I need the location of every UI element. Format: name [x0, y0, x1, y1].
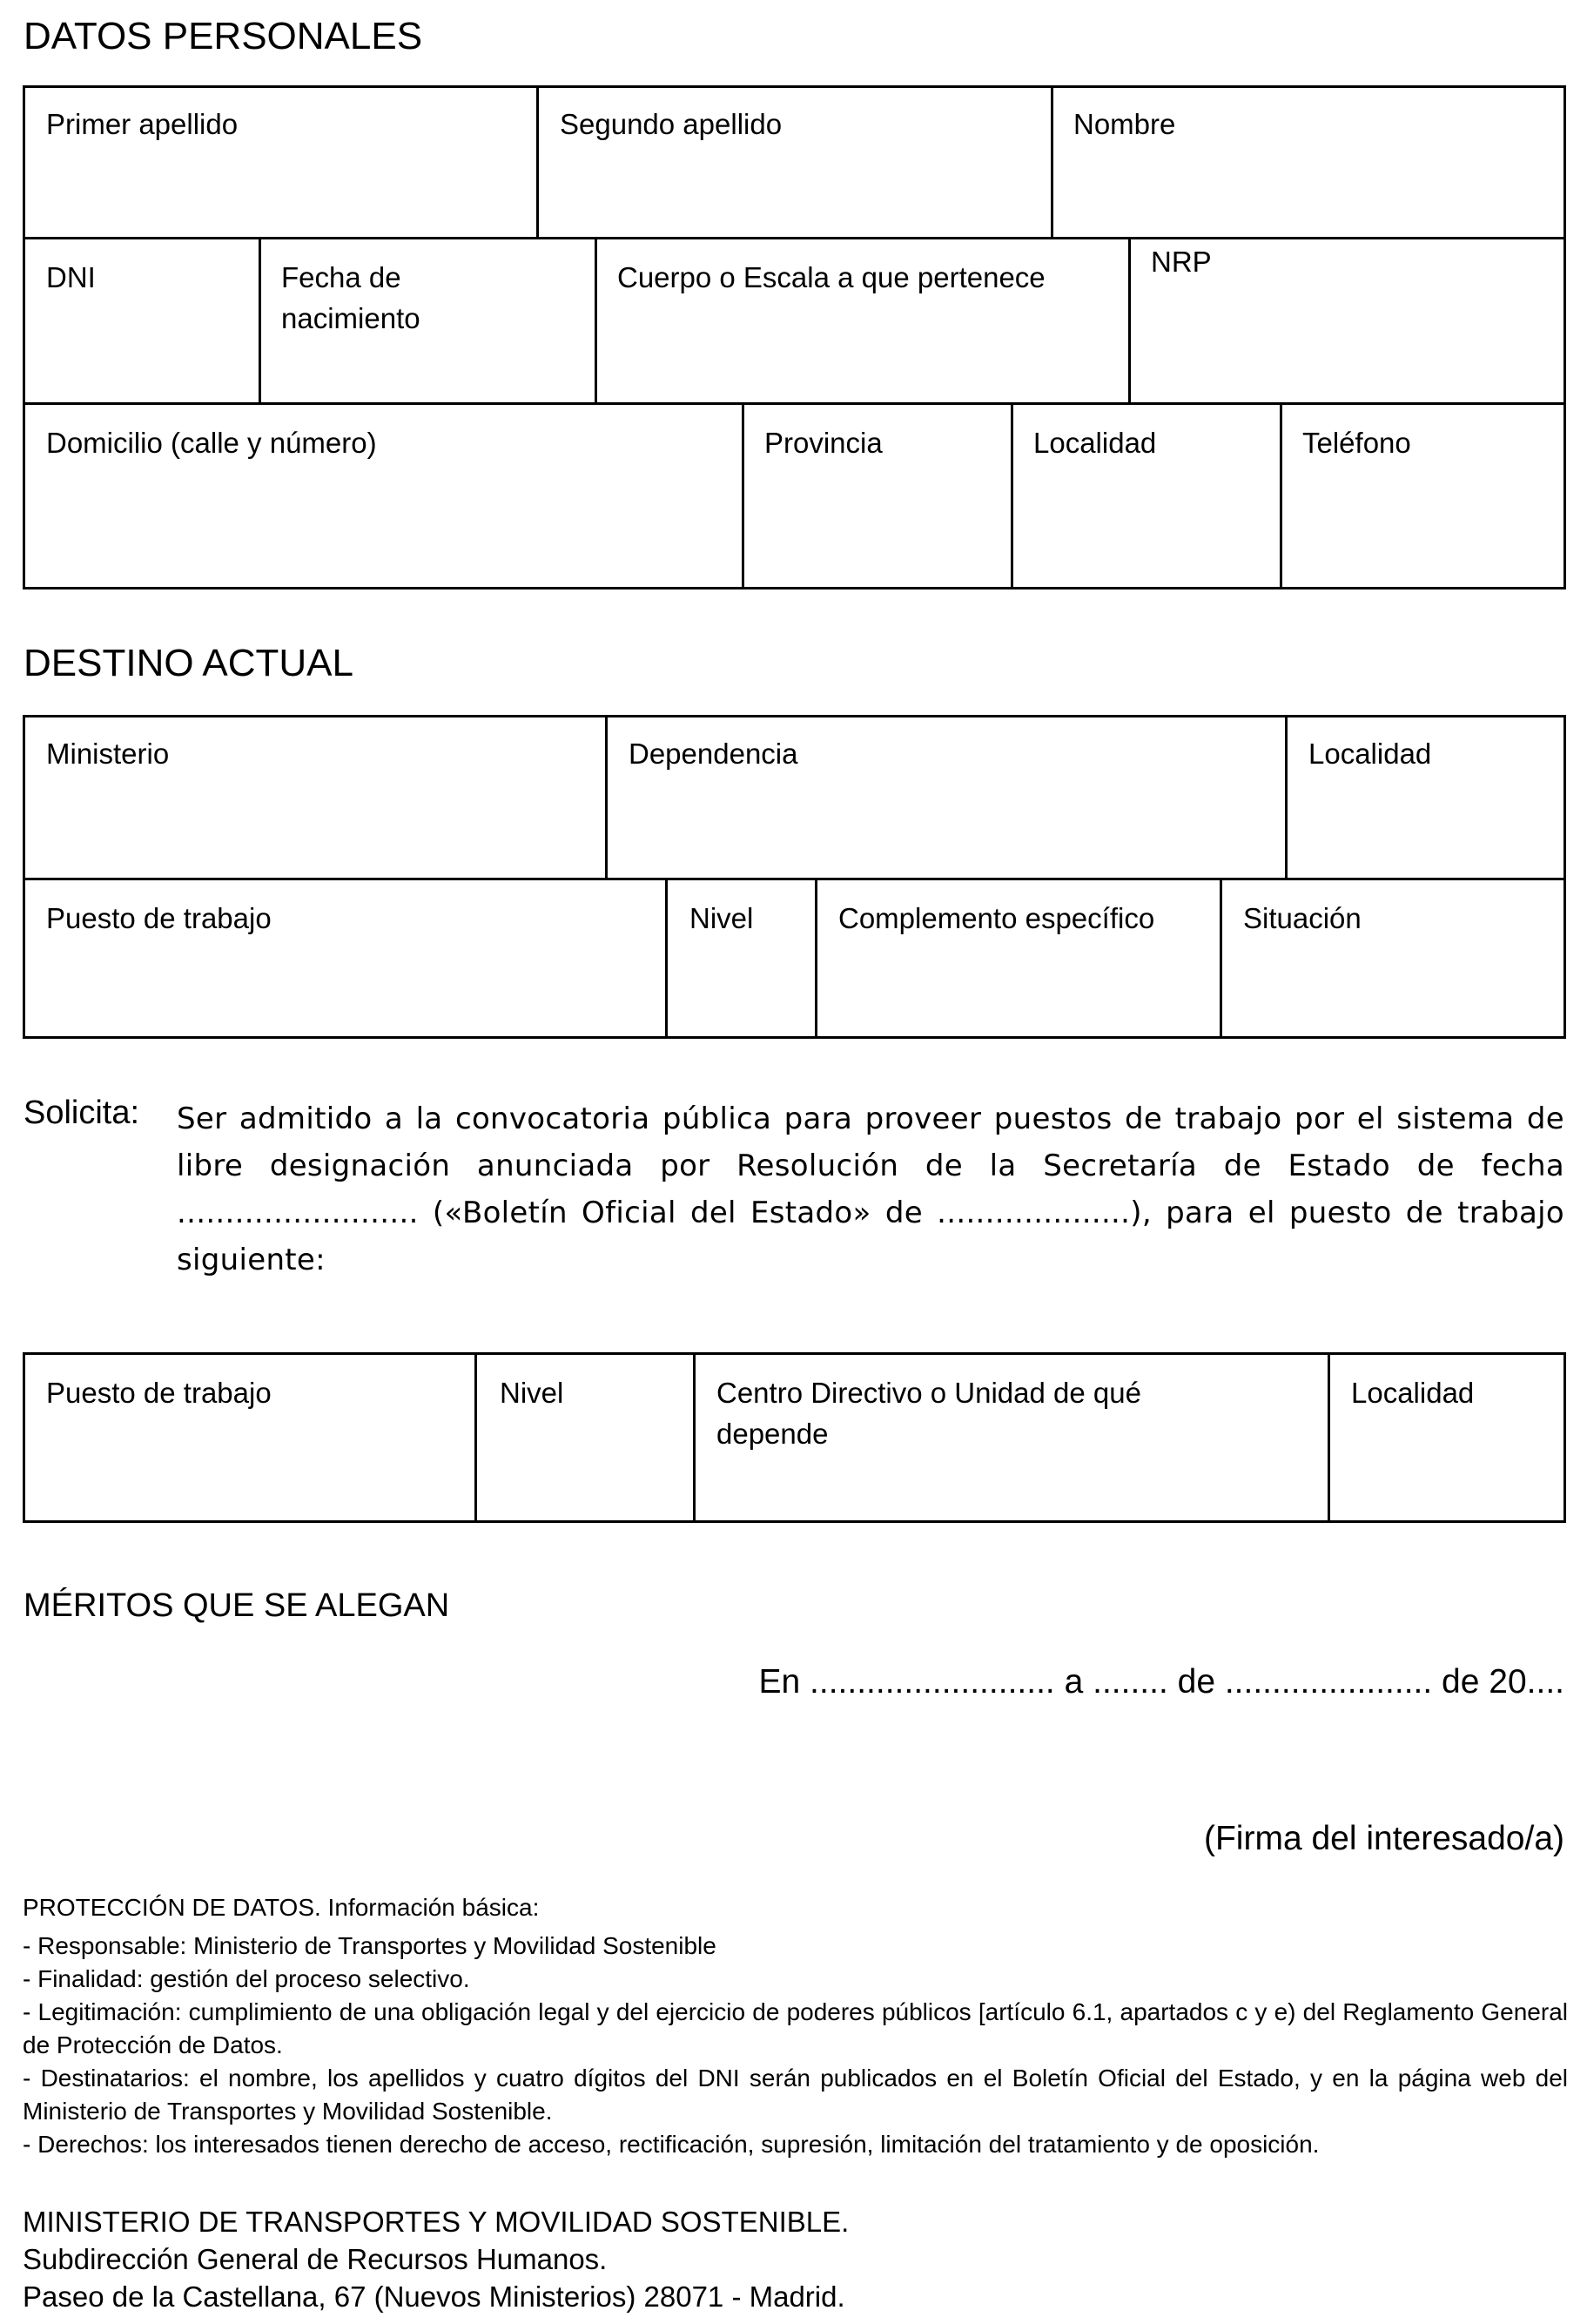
col-divider: [1051, 85, 1053, 239]
col-divider: [693, 1352, 696, 1523]
pd-item-destinatarios: - Destinatarios: el nombre, los apellidos y cuatro dígitos del DNI serán publicados en el Boletín Oficial del Estado, y en la página web del Ministerio de Transportes y Movilidad Sostenible.: [23, 2065, 1568, 2125]
field-localidad[interactable]: Localidad: [1033, 427, 1157, 459]
field-segundo-apellido[interactable]: Segundo apellido: [560, 108, 783, 140]
field-centro-directivo[interactable]: Centro Directivo o Unidad de qué depende: [716, 1377, 1141, 1450]
lugar-fecha-line[interactable]: En .......................... a ........ de ...................... de 20....: [758, 1663, 1564, 1701]
col-divider: [1280, 402, 1282, 589]
proteccion-datos: [23, 1891, 1568, 2161]
pd-item-responsable: - Responsable: Ministerio de Transportes y Movilidad Sostenible: [23, 1932, 716, 1959]
field-primer-apellido[interactable]: Primer apellido: [46, 108, 239, 140]
field-nombre[interactable]: Nombre: [1073, 108, 1176, 140]
field-provincia[interactable]: Provincia: [764, 427, 883, 459]
field-nivel-solicitado[interactable]: Nivel: [500, 1377, 564, 1409]
section-title-meritos: MÉRITOS QUE SE ALEGAN: [24, 1587, 450, 1624]
col-divider: [742, 402, 744, 589]
pd-item-legitimacion: - Legitimación: cumplimiento de una obligación legal y del ejercicio de poderes públicos [artículo 6.1, apartados c y e) del Reglamento General de Protección de Datos.: [23, 1998, 1568, 2058]
field-complemento-especifico[interactable]: Complemento específico: [838, 902, 1155, 934]
field-situacion[interactable]: Situación: [1243, 902, 1362, 934]
field-telefono[interactable]: Teléfono: [1302, 427, 1411, 459]
col-divider: [474, 1352, 477, 1523]
col-divider: [595, 237, 597, 404]
firma-label: (Firma del interesado/a): [1204, 1820, 1564, 1857]
col-divider: [259, 237, 261, 404]
field-fecha-nacimiento[interactable]: Fecha de nacimiento: [281, 261, 420, 334]
solicita-label: Solicita:: [24, 1095, 140, 1131]
proteccion-datos-heading: PROTECCIÓN DE DATOS. Información básica:: [23, 1894, 540, 1921]
col-divider: [1011, 402, 1013, 589]
field-puesto-trabajo-solicitado[interactable]: Puesto de trabajo: [46, 1377, 272, 1409]
footer-direccion: Paseo de la Castellana, 67 (Nuevos Ministerios) 28071 - Madrid.: [23, 2280, 845, 2313]
field-ministerio[interactable]: Ministerio: [46, 738, 170, 770]
col-divider: [536, 85, 539, 239]
col-divider: [1220, 878, 1222, 1039]
field-dependencia[interactable]: Dependencia: [629, 738, 798, 770]
col-divider: [1285, 715, 1288, 879]
row-divider: [23, 237, 1566, 239]
field-dni[interactable]: DNI: [46, 261, 96, 293]
solicita-paragraph: Ser admitido a la convocatoria pública para proveer puestos de trabajo por el sistema de libre designación anunciada por Resolución de la Secretaría de Estado de fecha ......................... («Boletín Oficial del Estado» de ....................), para el puesto de trabajo siguiente:: [177, 1101, 1564, 1277]
row-divider: [23, 878, 1566, 880]
col-divider: [815, 878, 817, 1039]
section-title-datos-personales: DATOS PERSONALES: [24, 15, 423, 57]
field-localidad-destino[interactable]: Localidad: [1308, 738, 1432, 770]
footer-ministerio: MINISTERIO DE TRANSPORTES Y MOVILIDAD SOSTENIBLE.: [23, 2206, 850, 2238]
row-divider: [23, 402, 1566, 405]
section-title-destino-actual: DESTINO ACTUAL: [24, 642, 353, 684]
col-divider: [1328, 1352, 1330, 1523]
footer-address: [23, 2203, 849, 2315]
field-cuerpo-escala[interactable]: Cuerpo o Escala a que pertenece: [617, 261, 1046, 293]
pd-item-derechos: - Derechos: los interesados tienen derecho de acceso, rectificación, supresión, limitación del tratamiento y de oposición.: [23, 2131, 1320, 2158]
field-puesto-trabajo[interactable]: Puesto de trabajo: [46, 902, 272, 934]
footer-subdireccion: Subdirección General de Recursos Humanos.: [23, 2243, 608, 2275]
field-nivel[interactable]: Nivel: [689, 902, 754, 934]
field-nrp[interactable]: NRP: [1151, 246, 1212, 278]
field-localidad-solicitada[interactable]: Localidad: [1351, 1377, 1475, 1409]
col-divider: [665, 878, 668, 1039]
pd-item-finalidad: - Finalidad: gestión del proceso selectivo.: [23, 1965, 470, 1992]
table-frame: [23, 85, 1566, 589]
col-divider: [1128, 237, 1131, 404]
field-domicilio[interactable]: Domicilio (calle y número): [46, 427, 377, 459]
col-divider: [605, 715, 608, 879]
